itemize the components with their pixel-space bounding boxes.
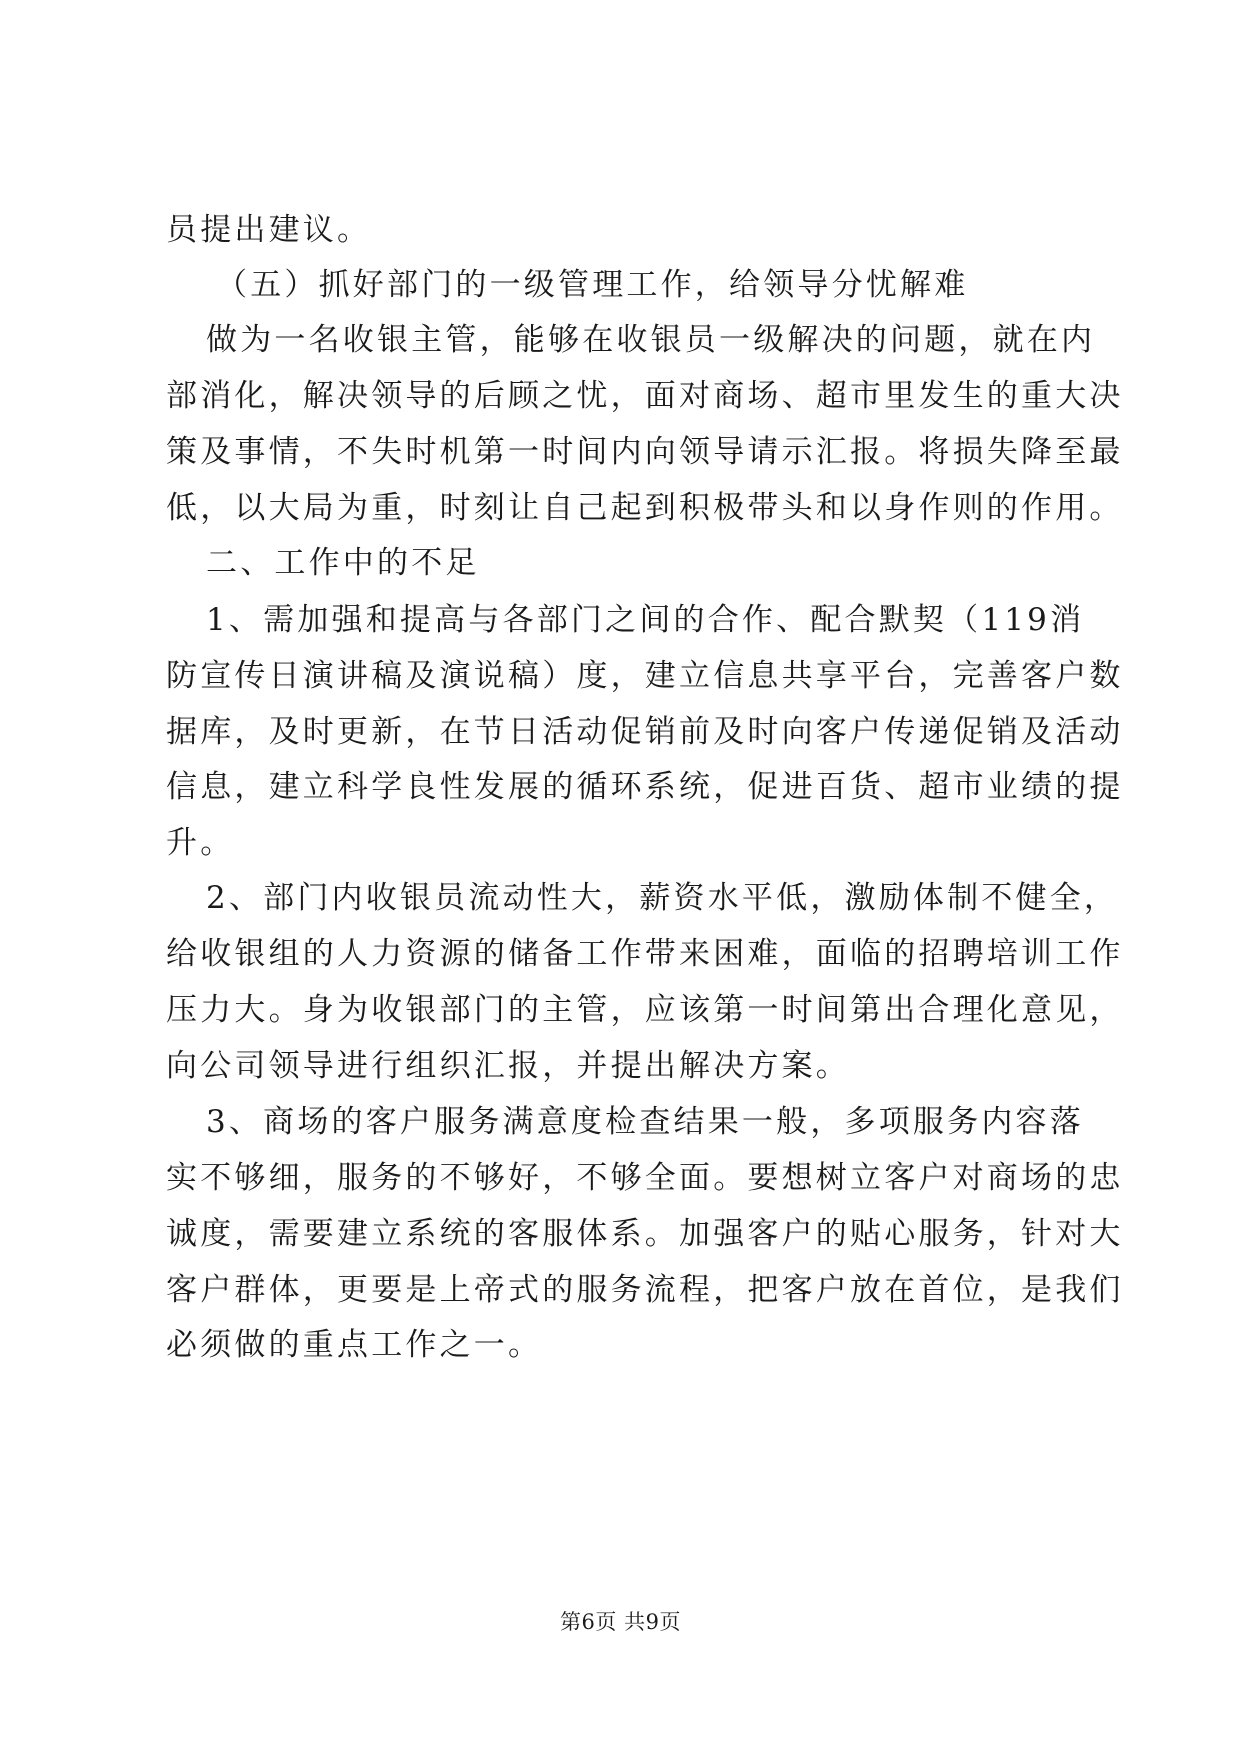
text-line: 部消化，解决领导的后顾之忧，面对商场、超市里发生的重大决 xyxy=(166,378,1124,414)
text-line: 升。 xyxy=(166,825,235,861)
text-line: 信息，建立科学良性发展的循环系统，促进百货、超市业绩的提 xyxy=(166,769,1124,805)
text-line: 据库，及时更新，在节日活动促销前及时向客户传递促销及活动 xyxy=(166,714,1124,750)
text-line: 诚度，需要建立系统的客服体系。加强客户的贴心服务，针对大 xyxy=(166,1216,1124,1252)
page-number-footer: 第6页 共9页 xyxy=(560,1610,681,1634)
text-line: 员提出建议。 xyxy=(166,212,372,248)
text-line: 压力大。身为收银部门的主管，应该第一时间第出合理化意见， xyxy=(166,992,1124,1028)
text-line: 客户群体，更要是上帝式的服务流程，把客户放在首位，是我们 xyxy=(166,1272,1124,1308)
text-line: 实不够细，服务的不够好，不够全面。要想树立客户对商场的忠 xyxy=(166,1160,1124,1196)
section-heading-shortcomings: 二、工作中的不足 xyxy=(206,545,480,581)
text-line: 做为一名收银主管，能够在收银员一级解决的问题，就在内 xyxy=(206,322,1096,358)
text-line: 给收银组的人力资源的储备工作带来困难，面临的招聘培训工作 xyxy=(166,936,1124,972)
text-line: 向公司领导进行组织汇报，并提出解决方案。 xyxy=(166,1048,850,1084)
text-line: 1、需加强和提高与各部门之间的合作、配合默契（119消 xyxy=(206,602,1085,638)
text-line: 3、商场的客户服务满意度检查结果一般，多项服务内容落 xyxy=(206,1104,1084,1140)
section-heading-five: （五）抓好部门的一级管理工作，给领导分忧解难 xyxy=(216,267,969,303)
text-line: 防宣传日演讲稿及演说稿）度，建立信息共享平台，完善客户数 xyxy=(166,658,1124,694)
text-line: 低，以大局为重，时刻让自己起到积极带头和以身作则的作用。 xyxy=(166,490,1124,526)
text-line: 2、部门内收银员流动性大，薪资水平低，激励体制不健全， xyxy=(206,880,1119,916)
text-line: 必须做的重点工作之一。 xyxy=(166,1327,543,1363)
text-line: 策及事情，不失时机第一时间内向领导请示汇报。将损失降至最 xyxy=(166,434,1124,470)
